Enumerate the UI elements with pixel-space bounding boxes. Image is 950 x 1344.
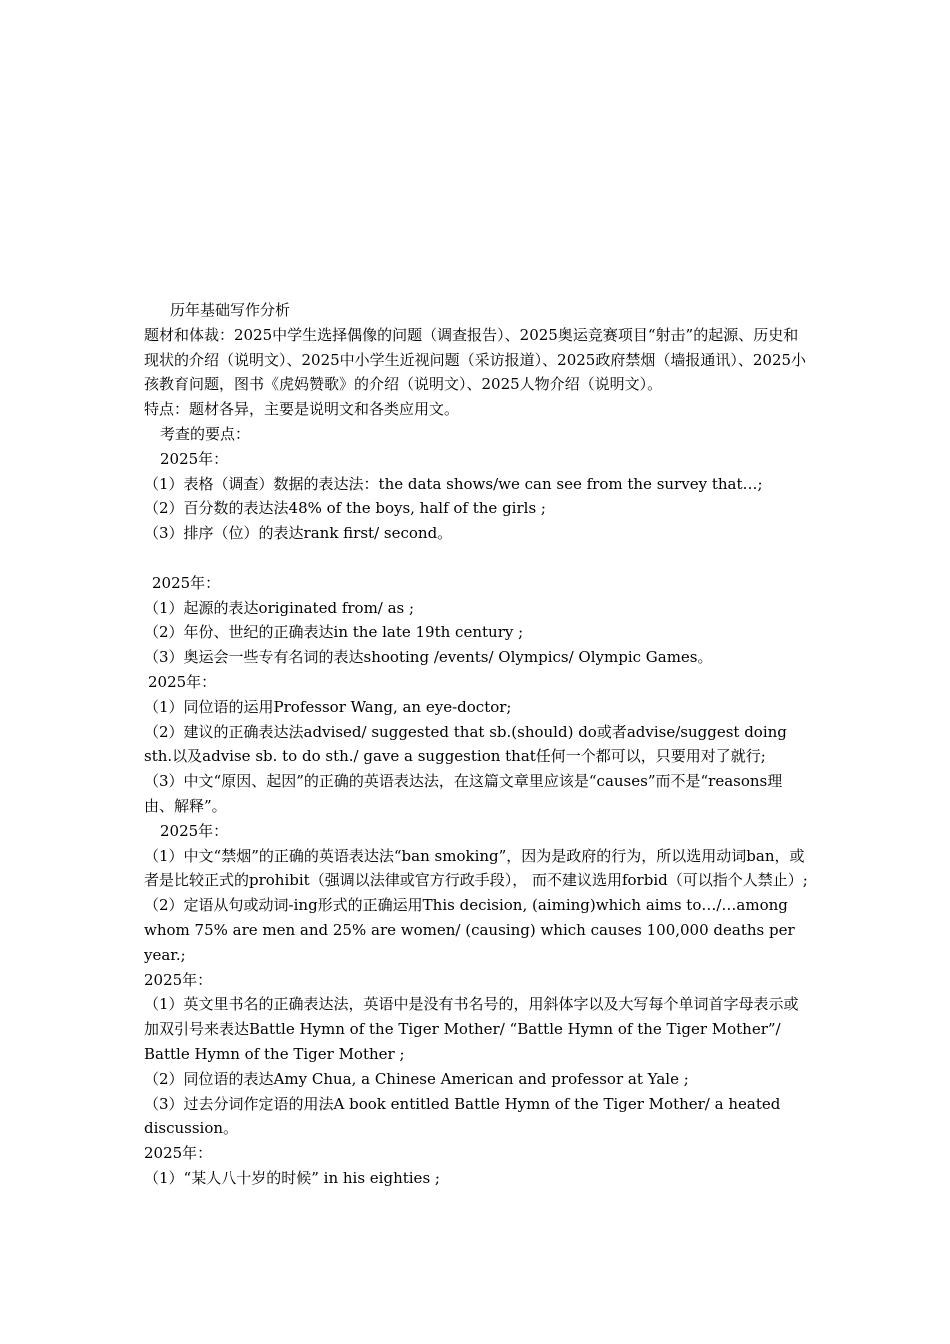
section-1-year: 2025年： <box>160 449 229 468</box>
features-paragraph: 特点：题材各异，主要是说明文和各类应用文。 <box>144 400 460 419</box>
section-1-item: （1）表格（调查）数据的表达法：the data shows/we can see from the survey that…; <box>144 474 763 493</box>
section-3-year: 2025年： <box>148 672 217 691</box>
blank-line <box>144 546 810 571</box>
section-4-year: 2025年： <box>160 821 229 840</box>
document-title: 历年基础写作分析 <box>170 301 291 319</box>
section-3-item: （1）同位语的运用Professor Wang, an eye-doctor; <box>144 697 512 716</box>
topic-genre-paragraph: 题材和体裁：2025中学生选择偶像的问题（调查报告）、2025奥运竞赛项目“射击”的起源、历史和现状的介绍（说明文）、2025中小学生近视问题（采访报道）、2025政府禁烟（墙报通讯）、2025小孩教育问题，图书《虎妈赞歌》的介绍（说明文）、2025人物介绍（说明文）。 <box>144 325 807 394</box>
section-5-item: （3）过去分词作定语的用法A book entitled Battle Hymn of the Tiger Mother/ a heated discussion。 <box>144 1094 781 1138</box>
key-points-heading: 考查的要点： <box>160 424 251 443</box>
section-5-item: （1）英文里书名的正确表达法，英语中是没有书名号的，用斜体字以及大写每个单词首字母表示或加双引号来表达Battle Hymn of the Tiger Mother/ “Battle Hymn of the Tiger Mother”/ Battle Hymn of the Tiger Mother ; <box>144 995 799 1063</box>
section-4-item: （2）定语从句或动词-ing形式的正确运用This decision, (aiming)which aims to…/…among whom 75% are men and 25% are women/ (causing) which causes 100,000 deaths per year.; <box>144 896 795 964</box>
section-2-item: （3）奥运会一些专有名词的表达shooting /events/ Olympics/ Olympic Games。 <box>144 648 713 667</box>
section-2-year: 2025年： <box>152 573 221 592</box>
section-3-item: （3）中文“原因、起因”的正确的英语表达法，在这篇文章里应该是“causes”而不是“reasons理由、解释”。 <box>144 772 783 815</box>
section-1-item: （3）排序（位）的表达rank first/ second。 <box>144 524 453 543</box>
section-5-item: （2）同位语的表达Amy Chua, a Chinese American and professor at Yale ; <box>144 1069 689 1088</box>
section-4-item: （1）中文“禁烟”的正确的英语表达法“ban smoking”，因为是政府的行为，所以选用动词ban，或者是比较正式的prohibit（强调以法律或官方行政手段）， 而不建议选用forbid（可以指个人禁止）; <box>144 846 808 890</box>
section-2-item: （2）年份、世纪的正确表达in the late 19th century ; <box>144 623 524 642</box>
section-3-item: （2）建议的正确表达法advised/ suggested that sb.(should) do或者advise/suggest doing sth.以及advise sb. to do sth./ gave a suggestion that任何一个都可以，只要用对了就行; <box>144 722 787 766</box>
section-5-year: 2025年： <box>144 970 213 989</box>
section-6-item: （1）“某人八十岁的时候” in his eighties ; <box>144 1168 440 1187</box>
document-body <box>144 298 810 1191</box>
section-1-item: （2）百分数的表达法48% of the boys, half of the girls ; <box>144 499 546 518</box>
section-2-item: （1）起源的表达originated from/ as ; <box>144 598 415 617</box>
section-6-year: 2025年： <box>144 1144 213 1163</box>
